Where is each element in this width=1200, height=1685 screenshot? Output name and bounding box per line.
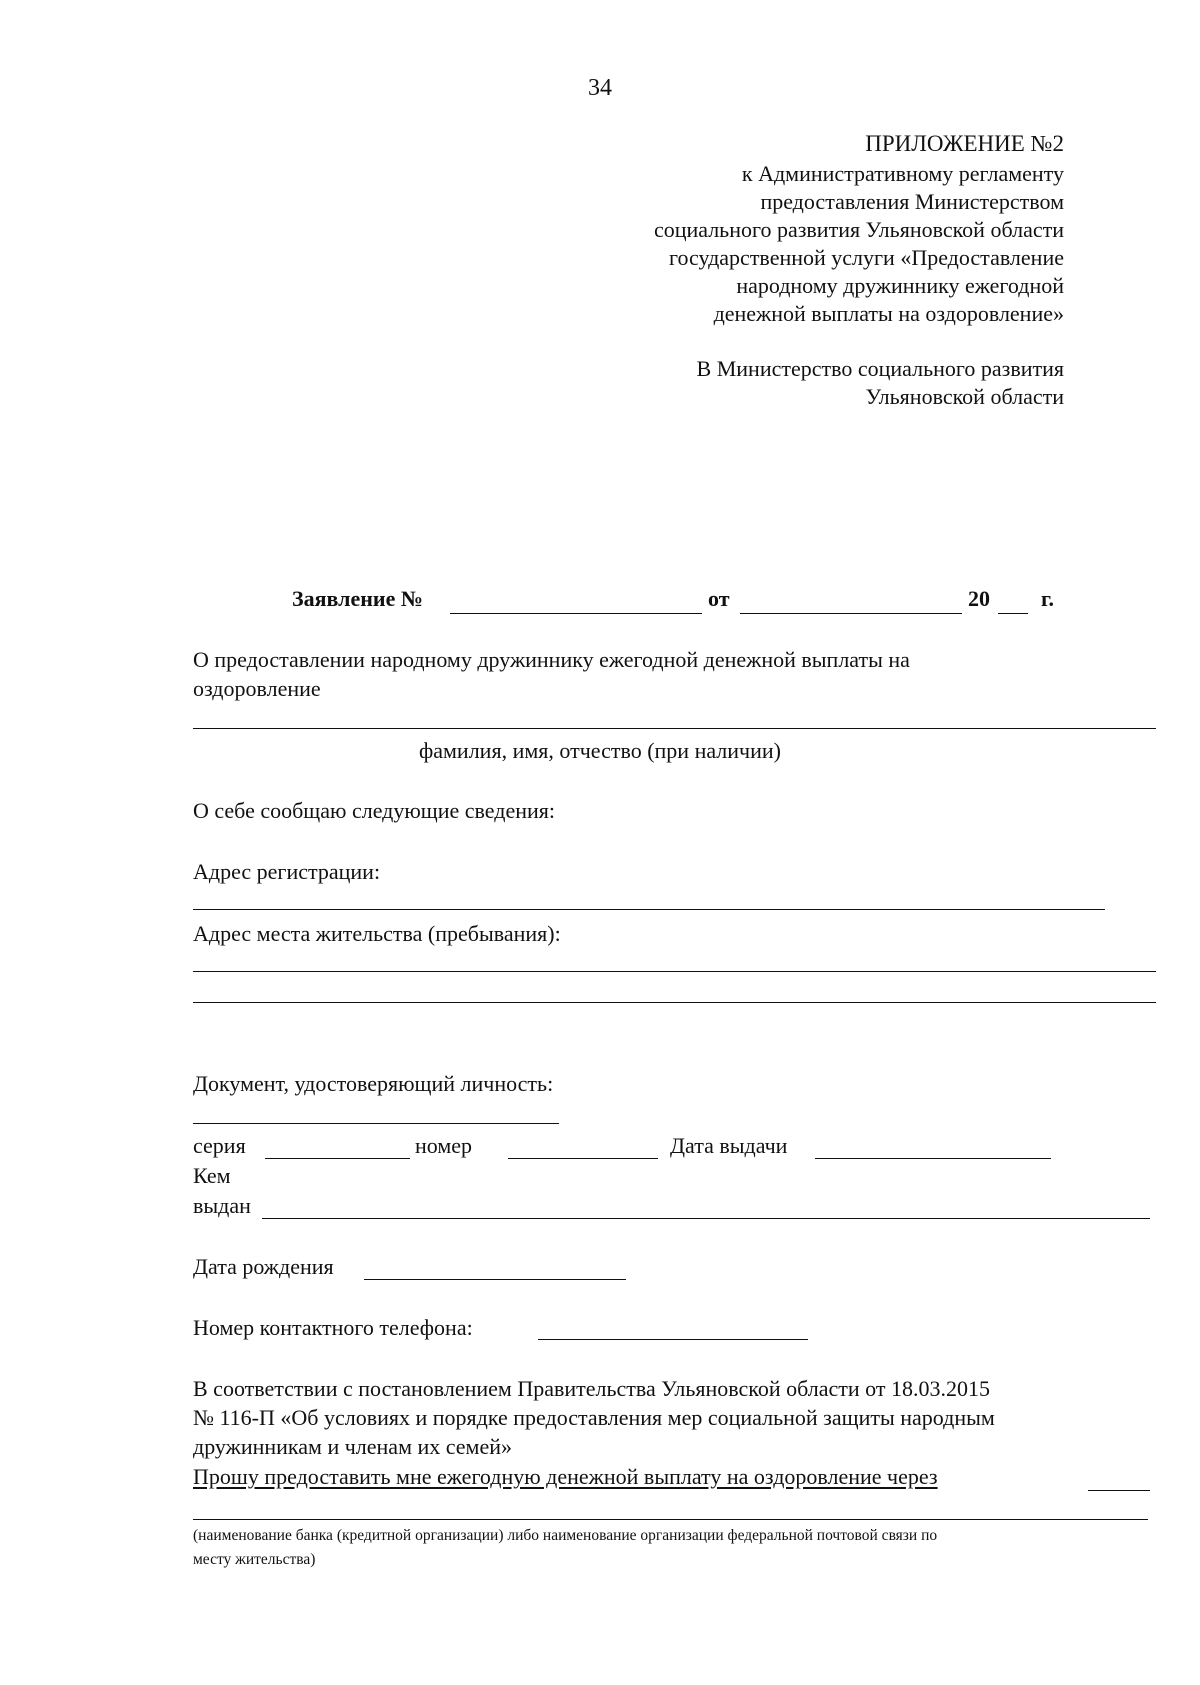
birth-date-field[interactable] <box>364 1279 626 1280</box>
request-field[interactable] <box>1088 1490 1150 1491</box>
residence-address-field[interactable] <box>193 1002 1156 1003</box>
annex-title: ПРИЛОЖЕНИЕ №2 <box>865 131 1064 156</box>
legal-basis-line: В соответствии с постановлением Правительства Ульяновской области от 18.03.2015 <box>193 1376 991 1401</box>
number-label: номер <box>415 1133 473 1158</box>
birth-date-label: Дата рождения <box>193 1254 334 1279</box>
issued-by-label: выдан <box>193 1193 251 1218</box>
residence-address-label: Адрес места жительства (пребывания): <box>193 921 561 946</box>
annex-line: социального развития Ульяновской области <box>653 217 1064 242</box>
series-field[interactable] <box>265 1158 410 1159</box>
about-self-heading: О себе сообщаю следующие сведения: <box>193 798 556 823</box>
fio-caption: фамилия, имя, отчество (при наличии) <box>418 738 781 763</box>
legal-basis-line: № 116-П «Об условиях и порядке предоставления мер социальной защиты народным <box>193 1405 995 1430</box>
annex-line: государственной услуги «Предоставление <box>668 245 1064 270</box>
residence-address-field[interactable] <box>193 971 1156 972</box>
subject-line: оздоровление <box>193 676 321 701</box>
number-field[interactable] <box>508 1158 658 1159</box>
fio-field[interactable] <box>193 728 1156 729</box>
application-number-field[interactable] <box>450 613 702 614</box>
issue-date-label: Дата выдачи <box>670 1133 788 1158</box>
issue-date-field[interactable] <box>815 1158 1051 1159</box>
request-text: Прошу предоставить мне ежегодную денежной выплату на оздоровление через <box>193 1464 938 1489</box>
series-label: серия <box>193 1133 246 1158</box>
application-year-suffix: г. <box>1041 586 1055 611</box>
registration-address-field[interactable] <box>193 909 1105 910</box>
application-date-field[interactable] <box>740 613 962 614</box>
bank-name-field[interactable] <box>193 1519 1148 1520</box>
issued-by-field[interactable] <box>262 1218 1150 1219</box>
registration-address-label: Адрес регистрации: <box>193 859 381 884</box>
bank-caption-line: (наименование банка (кредитной организации) либо наименование организации федеральной почтовой связи по <box>193 1527 938 1544</box>
annex-line: народному дружиннику ежегодной <box>736 273 1064 298</box>
addressee-line: В Министерство социального развития <box>696 356 1064 381</box>
page-number: 34 <box>588 75 612 101</box>
annex-line: предоставления Министерством <box>760 189 1064 214</box>
subject-line: О предоставлении народному дружиннику ежегодной денежной выплаты на <box>193 647 910 672</box>
addressee-line: Ульяновской области <box>865 384 1064 409</box>
phone-field[interactable] <box>538 1339 808 1340</box>
application-year-field[interactable] <box>998 613 1028 614</box>
annex-line: денежной выплаты на оздоровление» <box>713 301 1064 326</box>
identity-document-type-field[interactable] <box>193 1123 559 1124</box>
identity-document-label: Документ, удостоверяющий личность: <box>193 1071 554 1096</box>
phone-label: Номер контактного телефона: <box>193 1315 473 1340</box>
bank-caption-line: месту жительства) <box>193 1551 316 1568</box>
application-from-label: от <box>708 586 730 611</box>
application-title: Заявление № <box>292 586 423 611</box>
application-year-prefix: 20 <box>968 586 990 611</box>
legal-basis-line: дружинникам и членам их семей» <box>193 1434 513 1459</box>
annex-line: к Административному регламенту <box>741 161 1064 186</box>
issued-by-label: Кем <box>193 1163 231 1188</box>
